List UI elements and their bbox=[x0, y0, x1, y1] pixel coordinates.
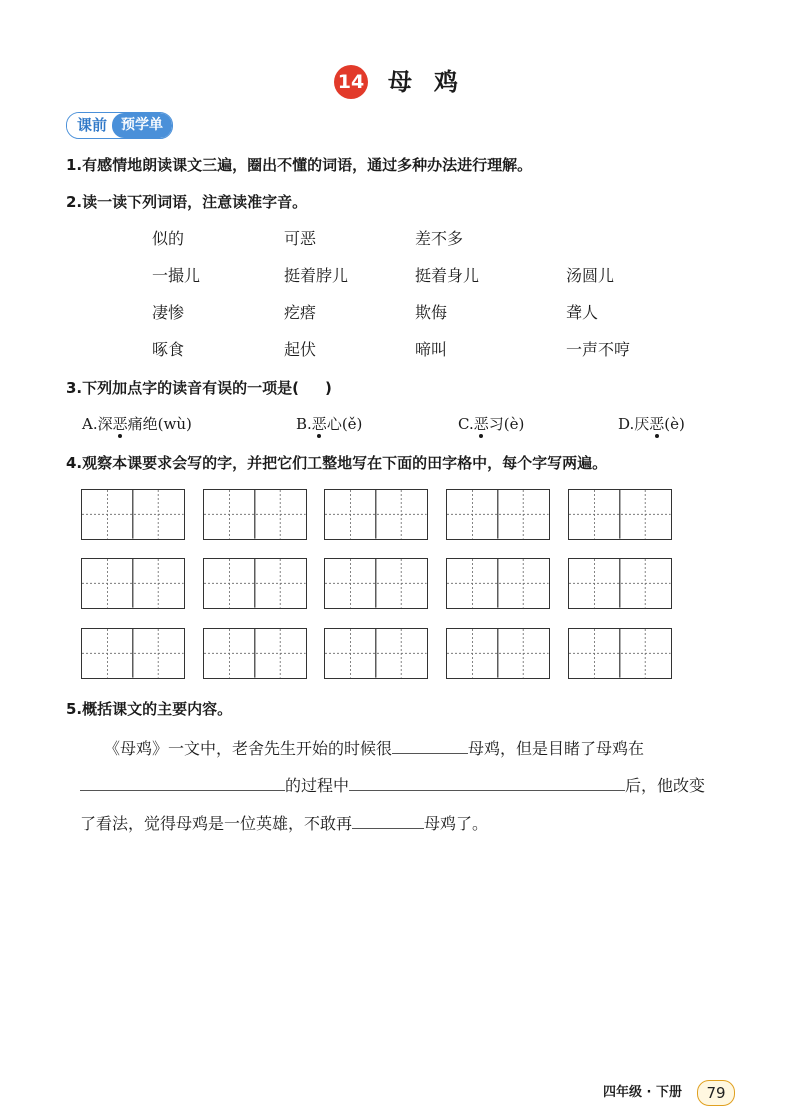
tianzige-lines bbox=[447, 559, 549, 608]
tianzige-lines bbox=[569, 559, 671, 608]
word-item: 啼叫 bbox=[415, 340, 448, 359]
tianzige-lines bbox=[447, 629, 549, 678]
summary-line-2 bbox=[80, 772, 705, 797]
tianzige-box[interactable] bbox=[81, 628, 185, 679]
word-item: 挺着身儿 bbox=[415, 266, 480, 285]
tianzige-lines bbox=[204, 490, 306, 539]
word-item: 一撮儿 bbox=[152, 266, 201, 285]
tianzige-box[interactable] bbox=[446, 558, 550, 609]
tianzige-box[interactable] bbox=[324, 489, 428, 540]
question-3 bbox=[66, 377, 332, 399]
word-item: 汤圆儿 bbox=[566, 266, 615, 285]
summary-text: 母鸡，但是目睹了母鸡在 bbox=[468, 739, 645, 758]
question-3-paren: ) bbox=[325, 379, 332, 397]
tianzige-box[interactable] bbox=[568, 489, 672, 540]
section-badge-part1: 课前 bbox=[67, 113, 112, 138]
word-item: 可恶 bbox=[284, 229, 317, 248]
tianzige-lines bbox=[82, 490, 184, 539]
tianzige-lines bbox=[447, 490, 549, 539]
option-text: D.厌 bbox=[618, 415, 650, 433]
summary-text: 母鸡了。 bbox=[424, 814, 489, 833]
option-text: B. bbox=[296, 415, 312, 433]
option-b[interactable] bbox=[296, 413, 362, 435]
tianzige-lines bbox=[569, 629, 671, 678]
word-item: 聋人 bbox=[566, 303, 599, 322]
tianzige-box[interactable] bbox=[81, 489, 185, 540]
word-item: 疙瘩 bbox=[284, 303, 317, 322]
summary-text: 的过程中 bbox=[285, 776, 350, 795]
fill-blank-3[interactable] bbox=[349, 772, 625, 791]
tianzige-lines bbox=[204, 629, 306, 678]
tianzige-box[interactable] bbox=[81, 558, 185, 609]
tianzige-lines bbox=[325, 490, 427, 539]
question-2: 2.读一读下列词语，注意读准字音。 bbox=[66, 193, 308, 211]
tianzige-box[interactable] bbox=[203, 628, 307, 679]
fill-blank-1[interactable] bbox=[392, 735, 468, 754]
tianzige-box[interactable] bbox=[446, 628, 550, 679]
question-3-text: 3.下列加点字的读音有误的一项是( bbox=[66, 379, 299, 397]
question-1: 1.有感情地朗读课文三遍，圈出不懂的词语，通过多种办法进行理解。 bbox=[66, 156, 533, 174]
word-item: 似的 bbox=[152, 229, 185, 248]
summary-text: 后，他改变 bbox=[625, 776, 706, 795]
option-a[interactable] bbox=[82, 413, 192, 435]
summary-text: 了看法，觉得母鸡是一位英雄，不敢再 bbox=[80, 814, 353, 833]
tianzige-box[interactable] bbox=[203, 558, 307, 609]
word-item: 一声不哼 bbox=[566, 340, 631, 359]
summary-text: 《母鸡》一文中，老舍先生开始的时候很 bbox=[104, 739, 393, 758]
tianzige-lines bbox=[325, 559, 427, 608]
word-item: 凄惨 bbox=[152, 303, 185, 322]
tianzige-lines bbox=[204, 559, 306, 608]
lesson-number-badge: 14 bbox=[334, 65, 368, 99]
tianzige-lines bbox=[82, 559, 184, 608]
tianzige-box[interactable] bbox=[446, 489, 550, 540]
lesson-title: 母鸡 bbox=[388, 68, 480, 96]
option-text: C. bbox=[458, 415, 474, 433]
question-5: 5.概括课文的主要内容。 bbox=[66, 700, 233, 718]
dotted-char: 恶 bbox=[473, 415, 489, 433]
option-text: A.深 bbox=[82, 415, 113, 433]
word-item: 欺侮 bbox=[415, 303, 448, 322]
question-4: 4.观察本课要求会写的字，并把它们工整地写在下面的田字格中，每个字写两遍。 bbox=[66, 454, 608, 472]
summary-line-1 bbox=[104, 735, 644, 760]
tianzige-box[interactable] bbox=[203, 489, 307, 540]
section-badge bbox=[66, 112, 173, 139]
tianzige-lines bbox=[325, 629, 427, 678]
tianzige-box[interactable] bbox=[568, 628, 672, 679]
dotted-char: 恶 bbox=[311, 415, 327, 433]
summary-line-3 bbox=[80, 810, 488, 835]
word-item: 起伏 bbox=[284, 340, 317, 359]
option-text: 习(è) bbox=[488, 415, 525, 433]
section-badge-part2: 预学单 bbox=[112, 113, 172, 138]
page-number: 79 bbox=[697, 1080, 735, 1106]
option-text: 痛绝(wù) bbox=[127, 415, 192, 433]
tianzige-lines bbox=[569, 490, 671, 539]
option-c[interactable] bbox=[458, 413, 524, 435]
tianzige-box[interactable] bbox=[568, 558, 672, 609]
tianzige-box[interactable] bbox=[324, 558, 428, 609]
option-d[interactable] bbox=[618, 413, 685, 435]
lesson-title-bar bbox=[0, 62, 794, 102]
footer-grade-label: 四年级 · 下册 bbox=[603, 1085, 682, 1100]
dotted-char: 恶 bbox=[649, 415, 665, 433]
fill-blank-4[interactable] bbox=[352, 810, 424, 829]
word-item: 啄食 bbox=[152, 340, 185, 359]
option-text: 心(ě) bbox=[326, 415, 363, 433]
tianzige-lines bbox=[82, 629, 184, 678]
option-text: (è) bbox=[664, 415, 685, 433]
word-item: 差不多 bbox=[415, 229, 464, 248]
tianzige-box[interactable] bbox=[324, 628, 428, 679]
dotted-char: 恶 bbox=[112, 415, 128, 433]
fill-blank-2[interactable] bbox=[80, 772, 285, 791]
word-item: 挺着脖儿 bbox=[284, 266, 349, 285]
